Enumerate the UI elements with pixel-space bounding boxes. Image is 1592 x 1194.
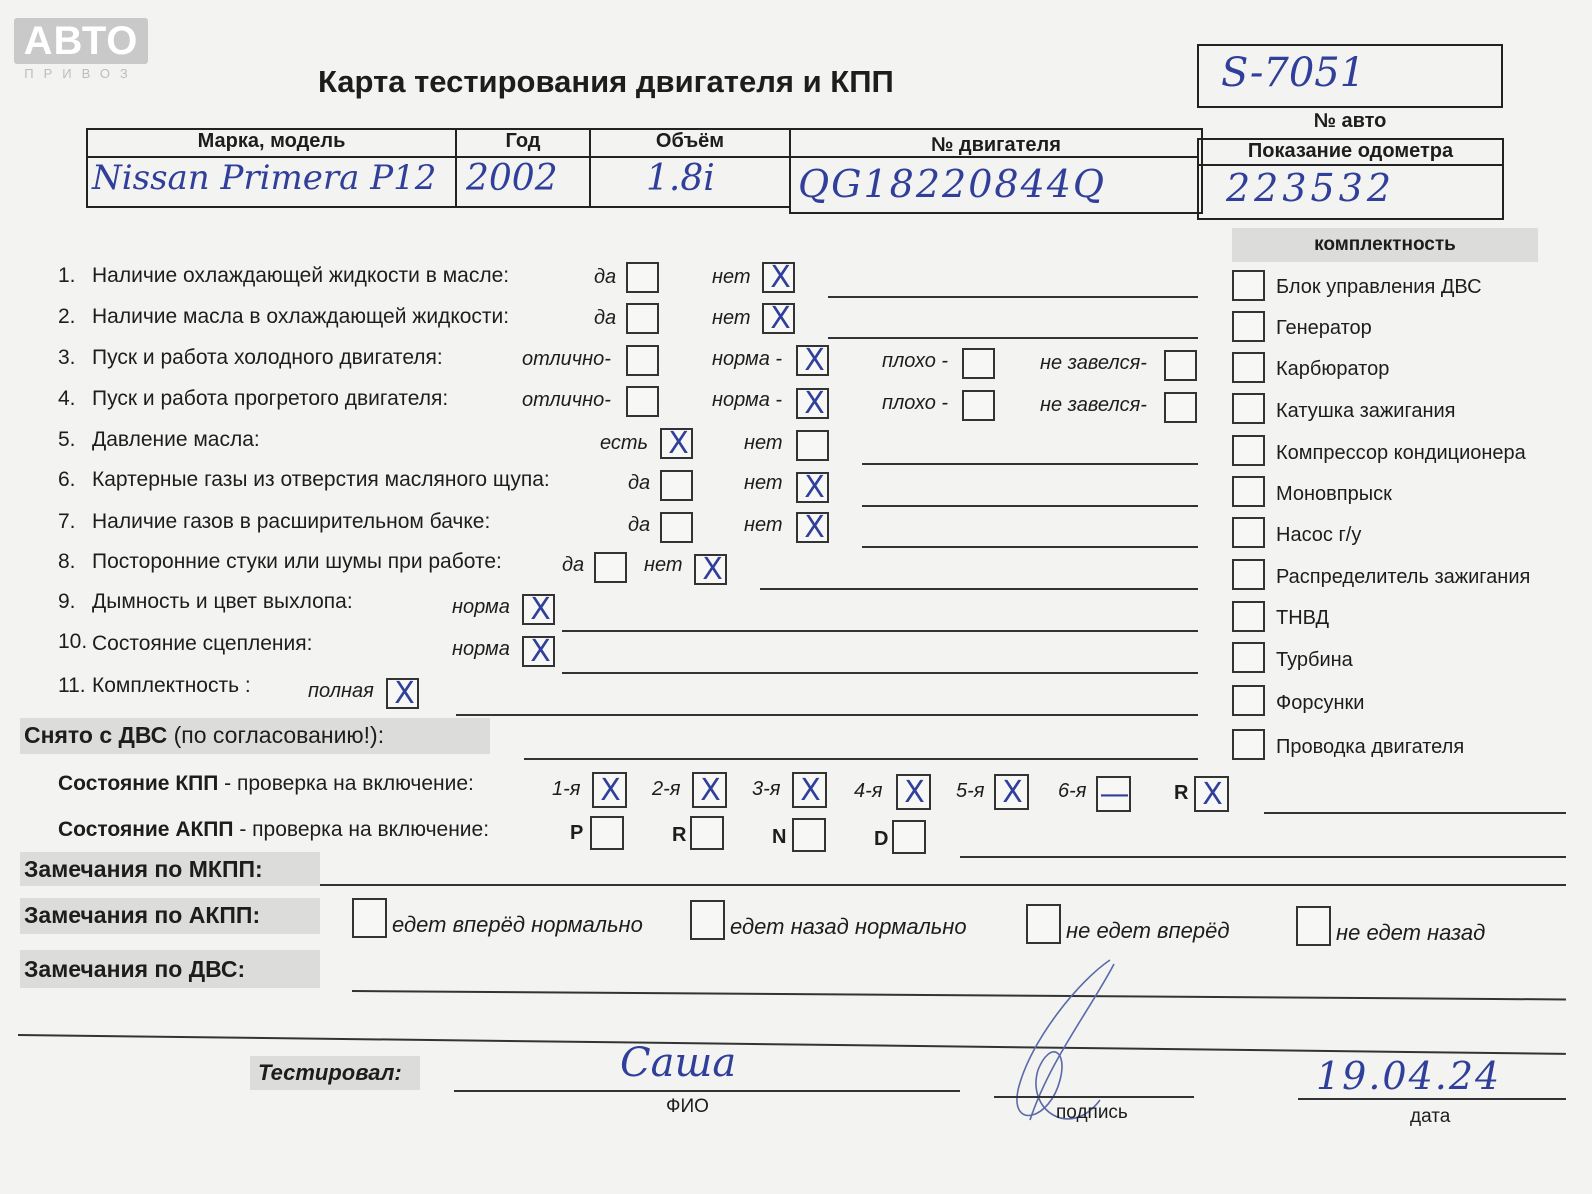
remarks-mkpp-line[interactable] — [320, 884, 1566, 886]
akpp-bold: Состояние АКПП — [58, 818, 234, 841]
komplekt-checkbox-pump[interactable] — [1232, 517, 1265, 548]
gear-5-label: 5-я — [956, 780, 985, 802]
q11-number: 11. — [58, 674, 86, 697]
q1-number: 1. — [58, 264, 76, 287]
q5-opt-yes: есть — [600, 432, 649, 454]
komplekt-label-ac: Компрессор кондиционера — [1276, 442, 1526, 464]
gear-4-checkbox[interactable] — [896, 774, 931, 810]
q11-note-line[interactable] — [456, 714, 1198, 716]
col-odometer-label: Показание одометра — [1247, 140, 1454, 162]
akpp-rest: - проверка на включение: — [239, 818, 490, 841]
akpp-pos-d-label: D — [874, 828, 889, 850]
q5-yes-checkbox[interactable] — [660, 428, 693, 459]
q9-text: Дымность и цвет выхлопа: — [92, 590, 353, 613]
q4-normal-mark: X — [804, 386, 825, 421]
engine-value: QG18220844Q — [798, 162, 1107, 206]
q1-note-line[interactable] — [828, 296, 1198, 298]
akpp-pos-r-label: R — [672, 824, 687, 846]
gear-3-checkbox[interactable] — [792, 772, 827, 808]
akpp-no-back-checkbox[interactable] — [1296, 906, 1331, 946]
komplekt-checkbox-tnvd[interactable] — [1232, 601, 1265, 632]
q5-yes-mark: X — [668, 426, 689, 461]
odometer-value: 223532 — [1226, 166, 1396, 210]
q8-yes-checkbox[interactable] — [594, 552, 627, 583]
remarks-dvs-line-2[interactable] — [18, 1034, 1566, 1055]
komplekt-label-mono: Моновпрыск — [1276, 483, 1392, 505]
akpp-note-line[interactable] — [960, 856, 1566, 858]
q6-note-line[interactable] — [862, 505, 1198, 507]
q8-number: 8. — [58, 550, 76, 573]
q2-yes-checkbox[interactable] — [626, 303, 659, 334]
col-volume-label: Объём — [655, 130, 725, 152]
gear-6-label: 6-я — [1058, 780, 1087, 802]
komplekt-checkbox-ecu[interactable] — [1232, 270, 1265, 301]
q4-opt-normal: норма - — [712, 389, 783, 411]
kpp-label — [58, 772, 474, 796]
komplekt-label-coil: Катушка зажигания — [1276, 400, 1456, 422]
gear-2-checkbox[interactable] — [692, 772, 727, 808]
gear-4-label: 4-я — [854, 780, 883, 802]
q2-text: Наличие масла в охлаждающей жидкости: — [92, 305, 510, 328]
q6-no-checkbox[interactable] — [796, 472, 829, 503]
q6-number: 6. — [58, 468, 76, 491]
komplekt-label-wiring: Проводка двигателя — [1276, 736, 1465, 758]
fio-label: ФИО — [666, 1096, 709, 1117]
sign-line[interactable] — [994, 1096, 1194, 1098]
q3-nostart-checkbox[interactable] — [1164, 350, 1197, 381]
gear-2-label: 2-я — [652, 778, 681, 800]
q5-opt-no: нет — [744, 432, 783, 454]
gear-4-mark: X — [904, 775, 925, 810]
q2-opt-yes: да — [594, 307, 617, 329]
q2-opt-no: нет — [712, 307, 751, 329]
q7-text: Наличие газов в расширительном бачке: — [92, 510, 491, 533]
date-line[interactable] — [1298, 1098, 1566, 1100]
q6-opt-no: нет — [744, 472, 783, 494]
gear-r-checkbox[interactable] — [1194, 776, 1229, 812]
q7-opt-no: нет — [744, 514, 783, 536]
q3-normal-checkbox[interactable] — [796, 345, 829, 376]
komplekt-label-injectors: Форсунки — [1276, 692, 1365, 714]
q5-no-checkbox[interactable] — [796, 430, 829, 461]
fio-signature-value: Саша — [620, 1040, 737, 1086]
remarks-akpp-label: Замечания по АКПП: — [24, 902, 261, 928]
snyato-line[interactable] — [524, 758, 1198, 760]
q7-no-mark: X — [804, 510, 825, 545]
q8-text: Посторонние стуки или шумы при работе: — [92, 550, 502, 573]
q7-no-checkbox[interactable] — [796, 512, 829, 543]
komplekt-label-turbo: Турбина — [1276, 649, 1353, 671]
komplekt-checkbox-generator[interactable] — [1232, 311, 1265, 342]
komplekt-checkbox-turbo[interactable] — [1232, 642, 1265, 673]
q2-note-line[interactable] — [828, 337, 1198, 339]
q9-note-line[interactable] — [562, 630, 1198, 632]
gear-r-mark: X — [1202, 777, 1223, 812]
logo-sub: ПРИВОЗ — [24, 66, 138, 81]
akpp-pos-d-checkbox[interactable] — [892, 820, 926, 854]
gear-6-checkbox[interactable] — [1096, 776, 1131, 812]
snyato-label — [24, 722, 384, 749]
q11-full-mark: X — [394, 676, 415, 711]
q1-opt-no: нет — [712, 266, 751, 288]
year-value: 2002 — [466, 158, 558, 199]
q2-no-mark: X — [770, 301, 791, 336]
q2-number: 2. — [58, 305, 76, 328]
akpp-pos-p-checkbox[interactable] — [590, 816, 624, 850]
komplekt-checkbox-injectors[interactable] — [1232, 685, 1265, 716]
kpp-note-line[interactable] — [1264, 812, 1566, 814]
auto-no-value: S-7051 — [1221, 50, 1366, 96]
akpp-pos-n-label: N — [772, 826, 787, 848]
q2-no-checkbox[interactable] — [762, 303, 795, 334]
page-title: Карта тестирования двигателя и КПП — [318, 64, 894, 99]
q3-normal-mark: X — [804, 343, 825, 378]
snyato-rest: (по согласованию!): — [173, 722, 385, 748]
auto-no-cell — [1197, 44, 1503, 108]
q3-opt-nostart: не завелся- — [1040, 352, 1147, 374]
fio-line[interactable] — [454, 1090, 960, 1092]
q10-normal-mark: X — [530, 634, 551, 669]
akpp-forward-ok-checkbox[interactable] — [352, 898, 387, 938]
q6-yes-checkbox[interactable] — [660, 470, 693, 501]
q10-note-line[interactable] — [562, 672, 1198, 674]
q4-opt-bad: плохо - — [882, 392, 949, 414]
akpp-forward-ok-label: едет вперёд нормально — [392, 912, 643, 937]
q10-normal-checkbox[interactable] — [522, 636, 555, 667]
q11-opt-full: полная — [308, 680, 374, 702]
gear-3-mark: X — [800, 773, 821, 808]
q8-opt-yes: да — [562, 554, 585, 576]
komplekt-checkbox-distributor[interactable] — [1232, 559, 1265, 590]
q5-number: 5. — [58, 428, 76, 451]
akpp-no-forward-label: не едет вперёд — [1066, 918, 1230, 943]
q3-excellent-checkbox[interactable] — [626, 345, 659, 376]
q9-normal-checkbox[interactable] — [522, 594, 555, 625]
komplekt-checkbox-wiring[interactable] — [1232, 729, 1265, 760]
q4-bad-checkbox[interactable] — [962, 390, 995, 421]
q3-text: Пуск и работа холодного двигателя: — [92, 346, 443, 369]
gear-1-mark: X — [600, 773, 621, 808]
gear-5-checkbox[interactable] — [994, 774, 1029, 810]
q9-normal-mark: X — [530, 592, 551, 627]
akpp-pos-p-label: P — [570, 822, 584, 844]
q8-no-mark: X — [702, 552, 723, 587]
q6-opt-yes: да — [628, 472, 651, 494]
tested-label: Тестировал: — [258, 1060, 402, 1085]
gear-5-mark: X — [1002, 775, 1023, 810]
gear-6-mark: — — [1099, 777, 1130, 812]
date-value: 19.04.24 — [1316, 1054, 1502, 1098]
komplekt-title: комплектность — [1314, 234, 1456, 255]
q7-opt-yes: да — [628, 514, 651, 536]
remarks-dvs-line[interactable] — [352, 990, 1566, 1000]
akpp-back-ok-label: едет назад нормально — [730, 914, 967, 939]
sign-label: подпись — [1056, 1102, 1128, 1123]
komplekt-label-carb: Карбюратор — [1276, 358, 1390, 380]
q4-opt-nostart: не завелся- — [1040, 394, 1147, 416]
q1-opt-yes: да — [594, 266, 617, 288]
q3-bad-checkbox[interactable] — [962, 348, 995, 379]
q7-note-line[interactable] — [862, 546, 1198, 548]
q1-no-checkbox[interactable] — [762, 262, 795, 293]
col-model-label: Марка, модель — [197, 130, 346, 152]
q3-number: 3. — [58, 346, 76, 369]
gear-r-label: R — [1174, 782, 1189, 804]
q11-text: Комплектность : — [92, 674, 251, 697]
header-table — [86, 128, 1504, 220]
q7-number: 7. — [58, 510, 76, 533]
q9-number: 9. — [58, 590, 76, 613]
akpp-pos-r-checkbox[interactable] — [690, 816, 724, 850]
komplekt-checkbox-carb[interactable] — [1232, 352, 1265, 383]
akpp-back-ok-checkbox[interactable] — [690, 900, 725, 940]
q8-no-checkbox[interactable] — [694, 554, 727, 585]
komplekt-label-tnvd: ТНВД — [1276, 607, 1330, 629]
kpp-bold: Состояние КПП — [58, 772, 219, 795]
q10-text: Состояние сцепления: — [92, 632, 313, 655]
model-value: Nissan Primera P12 — [92, 158, 437, 198]
komplekt-checkbox-coil[interactable] — [1232, 393, 1265, 424]
q11-full-checkbox[interactable] — [386, 678, 419, 709]
q4-number: 4. — [58, 387, 76, 410]
remarks-dvs-label: Замечания по ДВС: — [24, 956, 246, 982]
akpp-label — [58, 818, 489, 842]
q4-excellent-checkbox[interactable] — [626, 386, 659, 417]
kpp-rest: - проверка на включение: — [224, 772, 474, 795]
komplekt-checkbox-ac[interactable] — [1232, 435, 1265, 466]
date-label: дата — [1410, 1106, 1451, 1127]
gear-3-label: 3-я — [752, 778, 781, 800]
q1-no-mark: X — [770, 260, 791, 295]
komplekt-label-ecu: Блок управления ДВС — [1276, 276, 1482, 298]
gear-1-checkbox[interactable] — [592, 772, 627, 808]
komplekt-label-pump: Насос г/у — [1276, 524, 1362, 546]
komplekt-checkbox-mono[interactable] — [1232, 476, 1265, 507]
snyato-bold: Снято с ДВС — [24, 722, 168, 748]
gear-1-label: 1-я — [552, 778, 581, 800]
q6-text: Картерные газы из отверстия масляного щупа: — [92, 468, 550, 491]
q3-opt-excellent: отлично- — [522, 348, 611, 370]
q5-text: Давление масла: — [92, 428, 260, 451]
q4-nostart-checkbox[interactable] — [1164, 392, 1197, 423]
q3-opt-bad: плохо - — [882, 350, 949, 372]
q1-text: Наличие охлаждающей жидкости в масле: — [92, 264, 510, 287]
logo-main: АВТО — [23, 19, 139, 63]
komplekt-label-generator: Генератор — [1276, 317, 1372, 339]
remarks-mkpp-label: Замечания по МКПП: — [24, 856, 263, 882]
auto-no-label: № авто — [1313, 110, 1387, 132]
col-year-label: Год — [505, 130, 541, 152]
q4-normal-checkbox[interactable] — [796, 388, 829, 419]
q7-yes-checkbox[interactable] — [660, 512, 693, 543]
col-engine-label: № двигателя — [931, 134, 1061, 156]
volume-value: 1.8i — [646, 158, 715, 199]
q1-yes-checkbox[interactable] — [626, 262, 659, 293]
akpp-no-forward-checkbox[interactable] — [1026, 904, 1061, 944]
gear-2-mark: X — [700, 773, 721, 808]
q3-opt-normal: норма - — [712, 348, 783, 370]
q4-opt-excellent: отлично- — [522, 389, 611, 411]
q8-note-line[interactable] — [760, 588, 1198, 590]
q10-opt-normal: норма — [452, 638, 510, 660]
q8-opt-no: нет — [644, 554, 683, 576]
q6-no-mark: X — [804, 470, 825, 505]
q10-number: 10. — [58, 630, 88, 653]
q4-text: Пуск и работа прогретого двигателя: — [92, 387, 449, 410]
q9-opt-normal: норма — [452, 596, 510, 618]
komplekt-label-distributor: Распределитель зажигания — [1276, 566, 1531, 588]
akpp-no-back-label: не едет назад — [1336, 920, 1486, 945]
q5-note-line[interactable] — [862, 463, 1198, 465]
akpp-pos-n-checkbox[interactable] — [792, 818, 826, 852]
